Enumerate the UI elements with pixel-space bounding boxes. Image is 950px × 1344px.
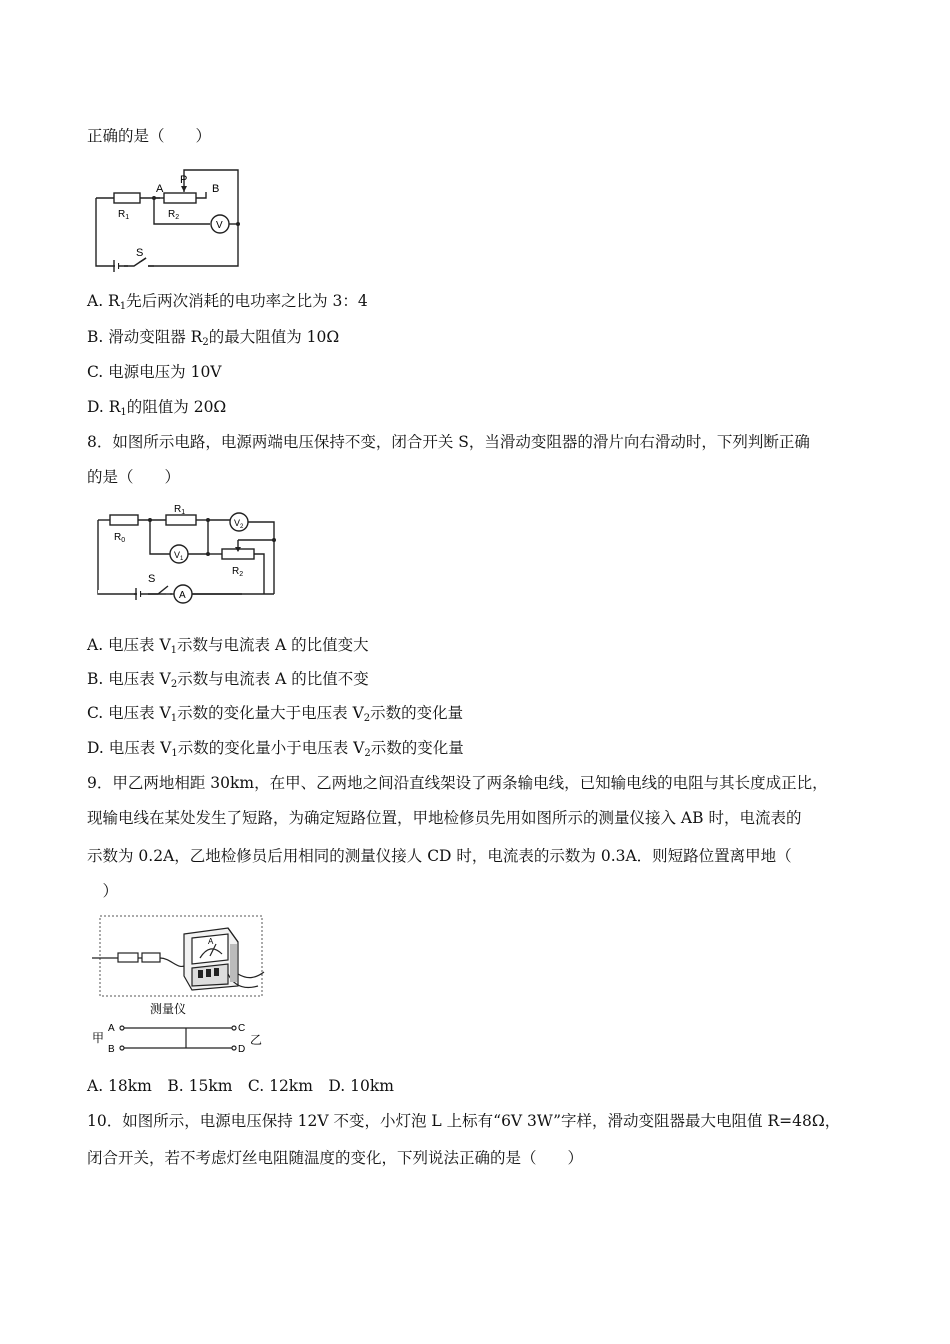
q7-circuit-figure <box>88 162 248 274</box>
q9-meter-figure <box>88 914 270 1062</box>
q9-label-meter: 测量仪 <box>150 1002 187 1016</box>
q8-option-d: D. 电压表 $V_1$示数的变化量小于电压表 $V_2$示数的变化量 <box>87 739 464 759</box>
q7-option-d: D. $R_1$的阻值为 20Ω <box>87 398 227 418</box>
q7-label-p: P <box>180 174 188 186</box>
q9-label-yi: 乙 <box>250 1033 263 1047</box>
q7-label-s: S <box>136 247 144 259</box>
q7-stem-tail: 正确的是（ ） <box>87 127 212 145</box>
q7-label-r2: $R_2$ <box>168 209 180 221</box>
q8-label-r2: $R_2$ <box>232 566 244 578</box>
q7-label-r1: $R_1$ <box>118 209 130 221</box>
q8-option-b: B. 电压表 $V_2$示数与电流表 A 的比值不变 <box>87 670 369 690</box>
q8-label-r1: $R_1$ <box>174 504 186 516</box>
q9-stem-line3: 示数为 0.2A，乙地检修员后用相同的测量仪接人 CD 时，电流表的示数为 0.3A．则短路位置离甲地（ <box>87 847 792 865</box>
q9-label-b: B <box>108 1044 115 1055</box>
q9-stem-line1: 9．甲乙两地相距 30km，在甲、乙两地之间沿直线架设了两条输电线，已知输电线的电阻与其长度成正比， <box>87 774 828 792</box>
q8-label-r0: $R_0$ <box>114 532 126 544</box>
q8-label-a: A <box>179 590 186 601</box>
q9-label-jia: 甲 <box>92 1031 105 1045</box>
svg-text:A: A <box>208 937 214 946</box>
q8-stem-line1: 8．如图所示电路，电源两端电压保持不变，闭合开关 S，当滑动变阻器的滑片向右滑动时，下列判断正确 <box>87 433 810 451</box>
q8-label-v1: $V_1$ <box>174 550 184 562</box>
q9-stem-line4: ） <box>87 882 119 900</box>
q7-label-b: B <box>212 183 220 195</box>
q7-label-a: A <box>156 183 164 195</box>
q9-label-d: D <box>238 1044 246 1055</box>
q8-option-c: C. 电压表 $V_1$示数的变化量大于电压表 $V_2$示数的变化量 <box>87 704 464 724</box>
q10-stem-line1: 10．如图所示，电源电压保持 12V 不变，小灯泡 L 上标有“6V 3W”字样，滑动变阻器最大电阻值 R=48Ω， <box>87 1112 841 1130</box>
q8-circuit-figure <box>92 502 282 604</box>
q9-options: A. 18km B. 15km C. 12km D. 10km <box>87 1077 394 1095</box>
q10-stem-line2: 闭合开关，若不考虑灯丝电阻随温度的变化，下列说法正确的是（ ） <box>87 1149 584 1167</box>
q7-option-c: C. 电源电压为 10V <box>87 363 222 381</box>
q7-label-v: V <box>216 220 223 231</box>
q8-label-v2: $V_2$ <box>234 518 244 530</box>
q9-label-a: A <box>108 1023 115 1034</box>
q9-stem-line2: 现输电线在某处发生了短路，为确定短路位置，甲地检修员先用如图所示的测量仪接入 AB 时，电流表的 <box>87 809 802 827</box>
q8-stem-line2: 的是（ ） <box>87 468 181 486</box>
q7-option-b: B. 滑动变阻器 $R_2$的最大阻值为 10Ω <box>87 328 340 348</box>
q9-label-c: C <box>238 1023 246 1034</box>
q8-label-s: S <box>148 573 156 585</box>
q8-option-a: A. 电压表 $V_1$示数与电流表 A 的比值变大 <box>87 636 369 656</box>
q7-option-a: A. $R_1$先后两次消耗的电功率之比为 3：4 <box>87 292 368 312</box>
